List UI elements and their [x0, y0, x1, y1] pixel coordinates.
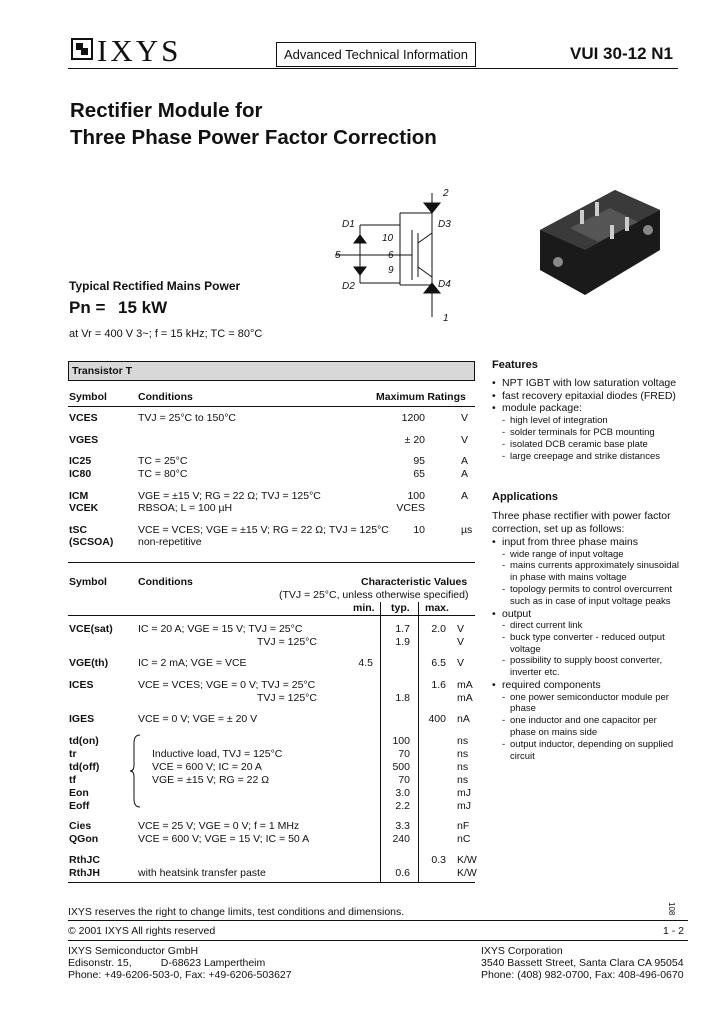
rating-unit: µs	[461, 524, 473, 536]
char-typ: 240	[392, 833, 410, 845]
char-unit: V	[457, 623, 465, 635]
left-address: Phone: +49-6206-503-0, Fax: +49-6206-503627	[68, 969, 292, 981]
application-item: - buck type converter - reduced output	[510, 632, 665, 645]
rating-value: VCES	[396, 502, 425, 514]
application-item: circuit	[510, 750, 535, 762]
char-max: 1.6	[431, 679, 446, 691]
col-ratings: Maximum Ratings	[376, 391, 466, 403]
char-max: 0.3	[431, 854, 446, 866]
char-unit: nC	[457, 833, 471, 845]
rating-condition: TC = 25°C	[138, 455, 188, 467]
rating-symbol: VCEK	[69, 502, 99, 514]
char-symbol: tf	[69, 774, 76, 786]
application-item: in phase with mains voltage	[510, 572, 627, 584]
pn-label: Pn =	[69, 298, 106, 317]
circuit-label: D3	[438, 219, 451, 230]
char-condition: VCE = 25 V; VGE = 0 V; f = 1 MHz	[138, 820, 300, 832]
feature-item: - large creepage and strike distances	[510, 451, 660, 464]
char-unit: ns	[457, 774, 469, 786]
char-symbol: td(on)	[69, 735, 99, 747]
char-condition: VCE = 0 V; VGE = ± 20 V	[138, 713, 258, 725]
features-title: Features	[492, 359, 538, 371]
application-item: phase	[510, 703, 536, 715]
char-max: 400	[428, 713, 446, 725]
col-conditions: Conditions	[138, 391, 193, 403]
rating-unit: A	[461, 455, 469, 467]
left-address: IXYS Semiconductor GmbH	[68, 945, 199, 957]
col-divider	[418, 602, 419, 882]
brace	[130, 733, 144, 809]
char-max: 2.0	[431, 623, 446, 635]
circuit-label: D2	[342, 281, 355, 292]
char-unit: V	[457, 636, 465, 648]
circuit-label: D1	[342, 219, 355, 230]
rating-symbol: VGES	[69, 434, 99, 446]
rating-value: 100	[407, 490, 425, 502]
rule	[68, 615, 475, 616]
rating-value: ± 20	[404, 434, 425, 446]
right-address: Phone: (408) 982-0700, Fax: 408-496-0670	[481, 969, 684, 981]
application-item: - mains currents approximately sinusoidal	[510, 560, 679, 573]
char-unit: nF	[457, 820, 470, 832]
application-item: • input from three phase mains	[502, 536, 638, 549]
title-line-1: Rectifier Module for	[70, 99, 263, 122]
rating-symbol: ICM	[69, 490, 89, 502]
power-heading: Typical Rectified Mains Power	[69, 279, 241, 293]
rating-condition: RBSOA; L = 100 µH	[138, 502, 233, 514]
char-unit: K/W	[457, 867, 477, 879]
disclaimer: IXYS reserves the right to change limits, test conditions and dimensions.	[68, 906, 405, 918]
circuit-label: 6	[388, 250, 394, 261]
char-condition: IC = 20 A; VGE = 15 V; TVJ = 25°C	[138, 623, 303, 635]
char-symbol: tr	[69, 748, 77, 760]
application-item: such as in case of input voltage peaks	[510, 595, 671, 607]
rating-condition: VGE = ±15 V; RG = 22 Ω; TVJ = 125°C	[138, 490, 321, 502]
rating-unit: V	[461, 412, 469, 424]
rule	[68, 406, 475, 407]
page-number: 1 - 2	[663, 925, 685, 937]
char-typ: 3.3	[395, 820, 410, 832]
rating-condition: VCE = VCES; VGE = ±15 V; RG = 22 Ω; TVJ = 125°C	[138, 524, 389, 536]
char-condition: TVJ = 125°C	[257, 636, 317, 648]
char-unit: mJ	[457, 800, 471, 812]
right-address: IXYS Corporation	[481, 945, 563, 957]
char-unit: mJ	[457, 787, 471, 799]
char-symbol: td(off)	[69, 761, 100, 773]
application-item: - possibility to supply boost converter,	[510, 655, 662, 668]
char-typ: 1.9	[395, 636, 410, 648]
ixys-logo-text: IXYS	[97, 33, 182, 68]
char-symbol: RthJH	[69, 867, 100, 879]
rule	[68, 562, 475, 563]
char-col-max: max.	[425, 602, 449, 614]
char-symbol: RthJC	[69, 854, 100, 866]
circuit-label: 9	[388, 265, 394, 276]
left-address: Edisonstr. 15, D-68623 Lampertheim	[68, 957, 266, 969]
application-item: - wide range of input voltage	[510, 549, 624, 562]
circuit-label: 1	[443, 313, 449, 324]
char-typ: 2.2	[395, 800, 410, 812]
char-symbol: IGES	[69, 713, 95, 725]
rating-value: 65	[413, 468, 425, 480]
char-unit: mA	[457, 679, 473, 691]
right-address: 3540 Bassett Street, Santa Clara CA 95054	[481, 957, 684, 969]
char-unit: ns	[457, 735, 469, 747]
rating-unit: A	[461, 490, 469, 502]
char-col-conditions: Conditions	[138, 576, 193, 588]
application-item: - output inductor, depending on supplied	[510, 739, 673, 752]
char-unit: nA	[457, 713, 470, 725]
char-max: 6.5	[431, 657, 446, 669]
rating-symbol: (SCSOA)	[69, 536, 114, 548]
ixys-logo-mark	[71, 38, 93, 60]
rating-condition: TC = 80°C	[138, 468, 188, 480]
applications-intro: correction, set up as follows:	[492, 523, 625, 535]
module-package-image	[520, 170, 670, 310]
rating-symbol: VCES	[69, 412, 98, 424]
char-condition: with heatsink transfer paste	[138, 867, 266, 879]
title-line-2: Three Phase Power Factor Correction	[70, 126, 437, 149]
char-condition: TVJ = 125°C	[257, 692, 317, 704]
char-condition: Inductive load, TVJ = 125°C	[152, 748, 283, 760]
rule	[68, 920, 688, 921]
char-typ: 1.8	[395, 692, 410, 704]
rating-condition: non-repetitive	[138, 536, 202, 548]
char-col-title: Characteristic Values	[361, 576, 468, 588]
char-min: 4.5	[358, 657, 373, 669]
char-typ: 70	[398, 774, 410, 786]
char-symbol: Eon	[69, 787, 89, 799]
char-symbol: ICES	[69, 679, 94, 691]
char-unit: ns	[457, 748, 469, 760]
char-unit: ns	[457, 761, 469, 773]
char-symbol: VCE(sat)	[69, 623, 113, 635]
power-conditions: at Vr = 400 V 3~; f = 15 kHz; TC = 80°C	[69, 328, 263, 340]
circuit-label: 5	[335, 250, 341, 261]
char-symbol: VGE(th)	[69, 657, 109, 669]
rating-condition: TVJ = 25°C to 150°C	[138, 412, 236, 424]
copyright: © 2001 IXYS All rights reserved	[68, 925, 216, 937]
application-item: - one power semiconductor module per	[510, 692, 669, 705]
applications-title: Applications	[492, 491, 559, 503]
char-unit: mA	[457, 692, 473, 704]
char-col-subtitle: (TVJ = 25°C, unless otherwise specified)	[279, 589, 469, 601]
part-number: VUI 30-12 N1	[570, 44, 673, 63]
rule	[68, 940, 688, 941]
char-condition: IC = 2 mA; VGE = VCE	[138, 657, 247, 669]
side-code: 108	[667, 902, 676, 916]
circuit-label: D4	[438, 279, 451, 290]
application-item: phase on mains side	[510, 726, 598, 738]
circuit-label: 2	[443, 188, 449, 199]
rating-unit: V	[461, 434, 469, 446]
circuit-diagram	[330, 185, 470, 325]
applications-intro: Three phase rectifier with power factor	[492, 510, 671, 522]
char-typ: 1.7	[395, 623, 410, 635]
char-col-symbol: Symbol	[69, 576, 107, 588]
section-title: Transistor T	[72, 365, 133, 377]
char-condition: VCE = VCES; VGE = 0 V; TVJ = 25°C	[138, 679, 316, 691]
rating-symbol: IC25	[69, 455, 92, 467]
application-item: • output	[502, 608, 531, 621]
feature-item: - high level of integration	[510, 415, 608, 428]
circuit-label: 10	[382, 233, 394, 244]
application-item: - direct current link	[510, 620, 582, 633]
char-symbol: Eoff	[69, 800, 90, 812]
info-box: Advanced Technical Information	[276, 42, 476, 67]
application-item: - one inductor and one capacitor per	[510, 715, 657, 728]
char-typ: 0.6	[395, 867, 410, 879]
rating-value: 10	[413, 524, 425, 536]
char-symbol: QGon	[69, 833, 99, 845]
pn-value: 15 kW	[118, 298, 168, 317]
char-unit: V	[457, 657, 465, 669]
rating-unit: A	[461, 468, 469, 480]
application-item: voltage	[510, 643, 541, 655]
char-col-typ: typ.	[391, 602, 410, 614]
application-item: • required components	[502, 679, 601, 692]
feature-item: - isolated DCB ceramic base plate	[510, 439, 648, 452]
feature-item: - solder terminals for PCB mounting	[510, 427, 655, 440]
application-item: inverter etc.	[510, 667, 560, 679]
header-rule	[68, 68, 678, 69]
char-symbol: Cies	[69, 820, 92, 832]
col-symbol: Symbol	[69, 391, 107, 403]
char-unit: K/W	[457, 854, 477, 866]
char-typ: 3.0	[395, 787, 410, 799]
rating-value: 1200	[401, 412, 425, 424]
rating-value: 95	[413, 455, 425, 467]
char-typ: 70	[398, 748, 410, 760]
feature-item: • NPT IGBT with low saturation voltage	[502, 377, 676, 390]
char-typ: 500	[392, 761, 410, 773]
char-col-min: min.	[353, 602, 375, 614]
feature-item: • module package:	[502, 402, 582, 415]
feature-item: • fast recovery epitaxial diodes (FRED)	[502, 390, 676, 403]
char-condition: VCE = 600 V; IC = 20 A	[152, 761, 262, 773]
rule	[68, 882, 475, 883]
rating-symbol: IC80	[69, 468, 92, 480]
char-typ: 100	[392, 735, 410, 747]
rating-symbol: tSC	[69, 524, 88, 536]
application-item: - topology permits to control overcurrent	[510, 584, 672, 597]
char-condition: VGE = ±15 V; RG = 22 Ω	[152, 774, 270, 786]
char-condition: VCE = 600 V; VGE = 15 V; IC = 50 A	[138, 833, 310, 845]
